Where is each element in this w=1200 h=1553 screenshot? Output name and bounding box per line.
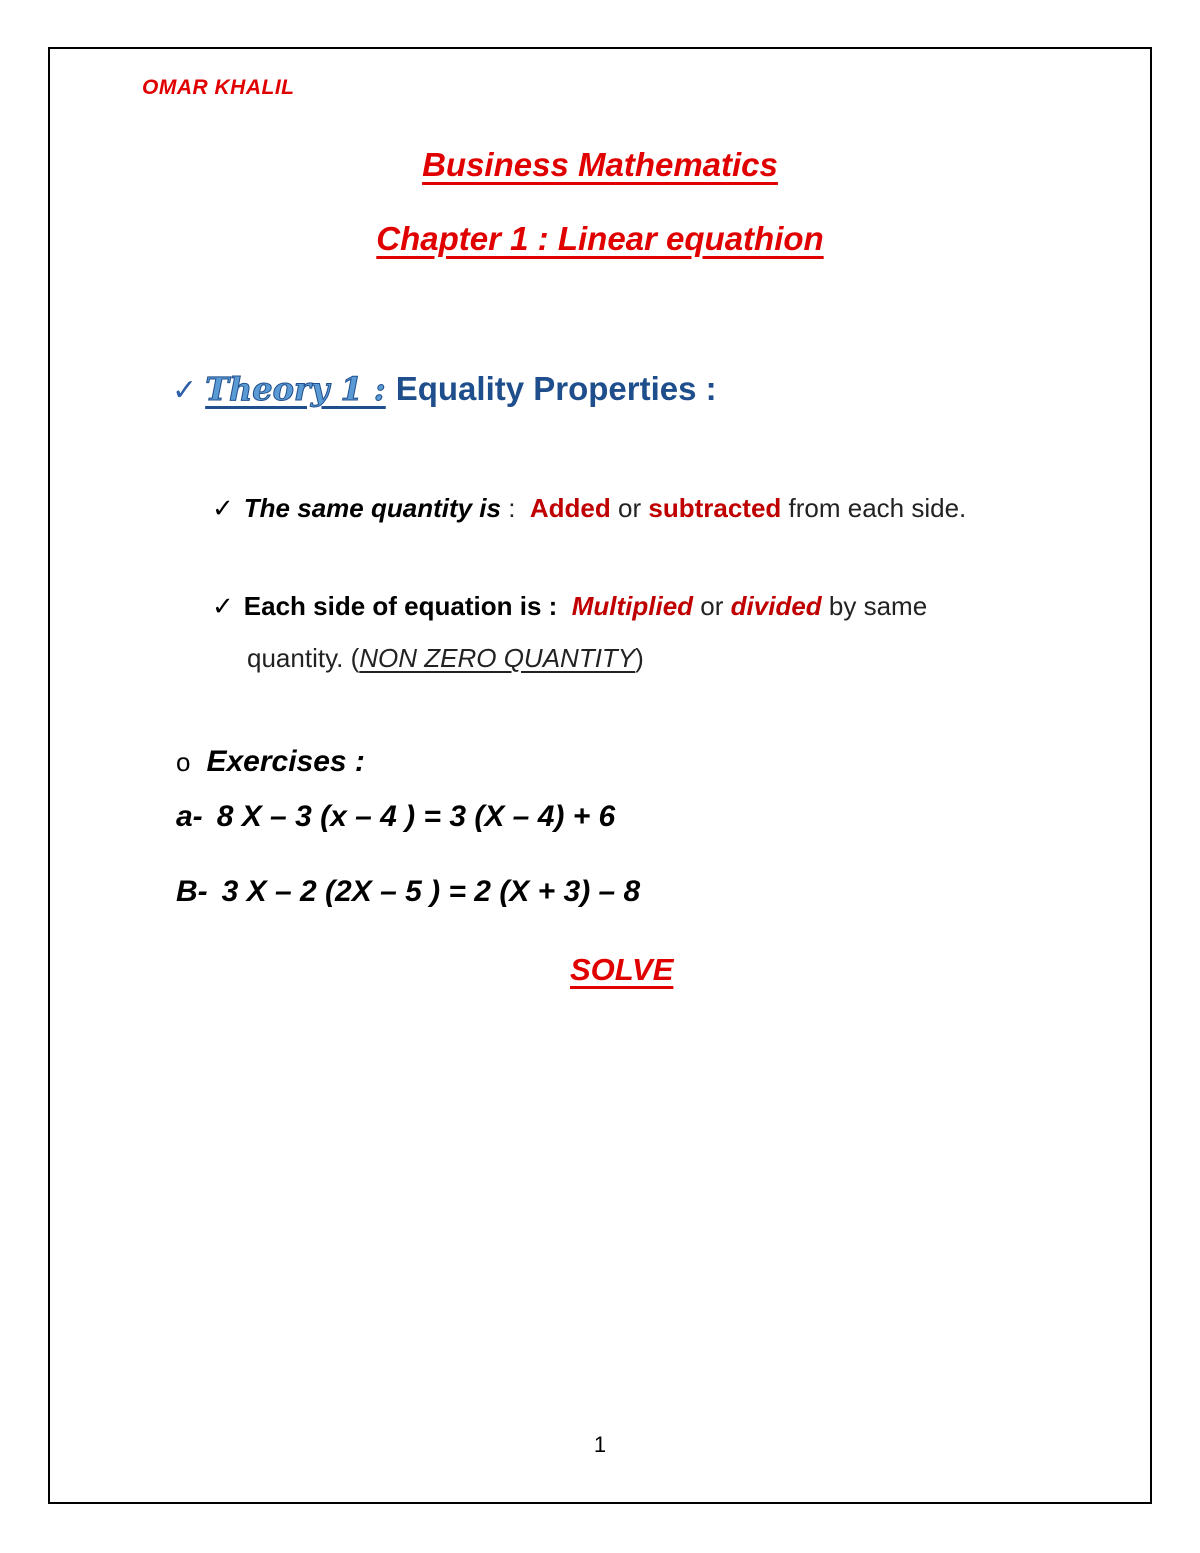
exercise-equation: 8 X – 3 (x – 4 ) = 3 (X – 4) + 6 bbox=[216, 800, 616, 833]
property-colon: : bbox=[500, 493, 530, 523]
document-title: Business Mathematics bbox=[422, 146, 778, 183]
check-icon: ✓ bbox=[212, 591, 234, 621]
theory-heading-line bbox=[172, 370, 717, 409]
keyword-added: Added bbox=[529, 493, 611, 523]
property-tail: by same bbox=[821, 591, 928, 621]
non-zero-note: NON ZERO QUANTITY bbox=[359, 643, 636, 673]
exercises-label: Exercises : bbox=[206, 745, 365, 778]
property-line2-start: quantity. ( bbox=[247, 643, 360, 673]
exercise-a bbox=[176, 800, 615, 834]
exercise-b bbox=[176, 875, 640, 909]
keyword-subtracted: subtracted bbox=[648, 493, 782, 523]
property-lead: The same quantity is bbox=[243, 493, 501, 523]
theory-label: Theory 1 : bbox=[205, 370, 386, 408]
property-same-quantity bbox=[212, 493, 966, 524]
chapter-title: Chapter 1 : Linear equathion bbox=[376, 220, 824, 257]
property-each-side-continued bbox=[247, 643, 644, 674]
connector-or: or bbox=[693, 591, 731, 621]
property-each-side bbox=[212, 591, 927, 622]
page-number: 1 bbox=[593, 1432, 607, 1457]
keyword-multiplied: Multiplied bbox=[571, 591, 694, 621]
solve-instruction: SOLVE bbox=[570, 952, 674, 987]
author-name: OMAR KHALIL bbox=[142, 76, 295, 99]
exercise-equation: 3 X – 2 (2X – 5 ) = 2 (X + 3) – 8 bbox=[221, 875, 641, 908]
exercise-prefix: a- bbox=[176, 800, 203, 833]
theory-heading: Equality Properties : bbox=[395, 370, 717, 407]
check-icon: ✓ bbox=[172, 374, 198, 407]
exercise-prefix: B- bbox=[176, 875, 208, 908]
property-line2-end: ) bbox=[635, 643, 644, 673]
property-tail: from each side. bbox=[781, 493, 967, 523]
circle-bullet-icon: o bbox=[176, 747, 191, 777]
exercises-heading bbox=[176, 745, 365, 779]
connector-or: or bbox=[610, 493, 649, 523]
property-colon bbox=[557, 591, 571, 621]
check-icon: ✓ bbox=[212, 493, 234, 523]
property-lead: Each side of equation is : bbox=[243, 591, 558, 621]
keyword-divided: divided bbox=[730, 591, 822, 621]
